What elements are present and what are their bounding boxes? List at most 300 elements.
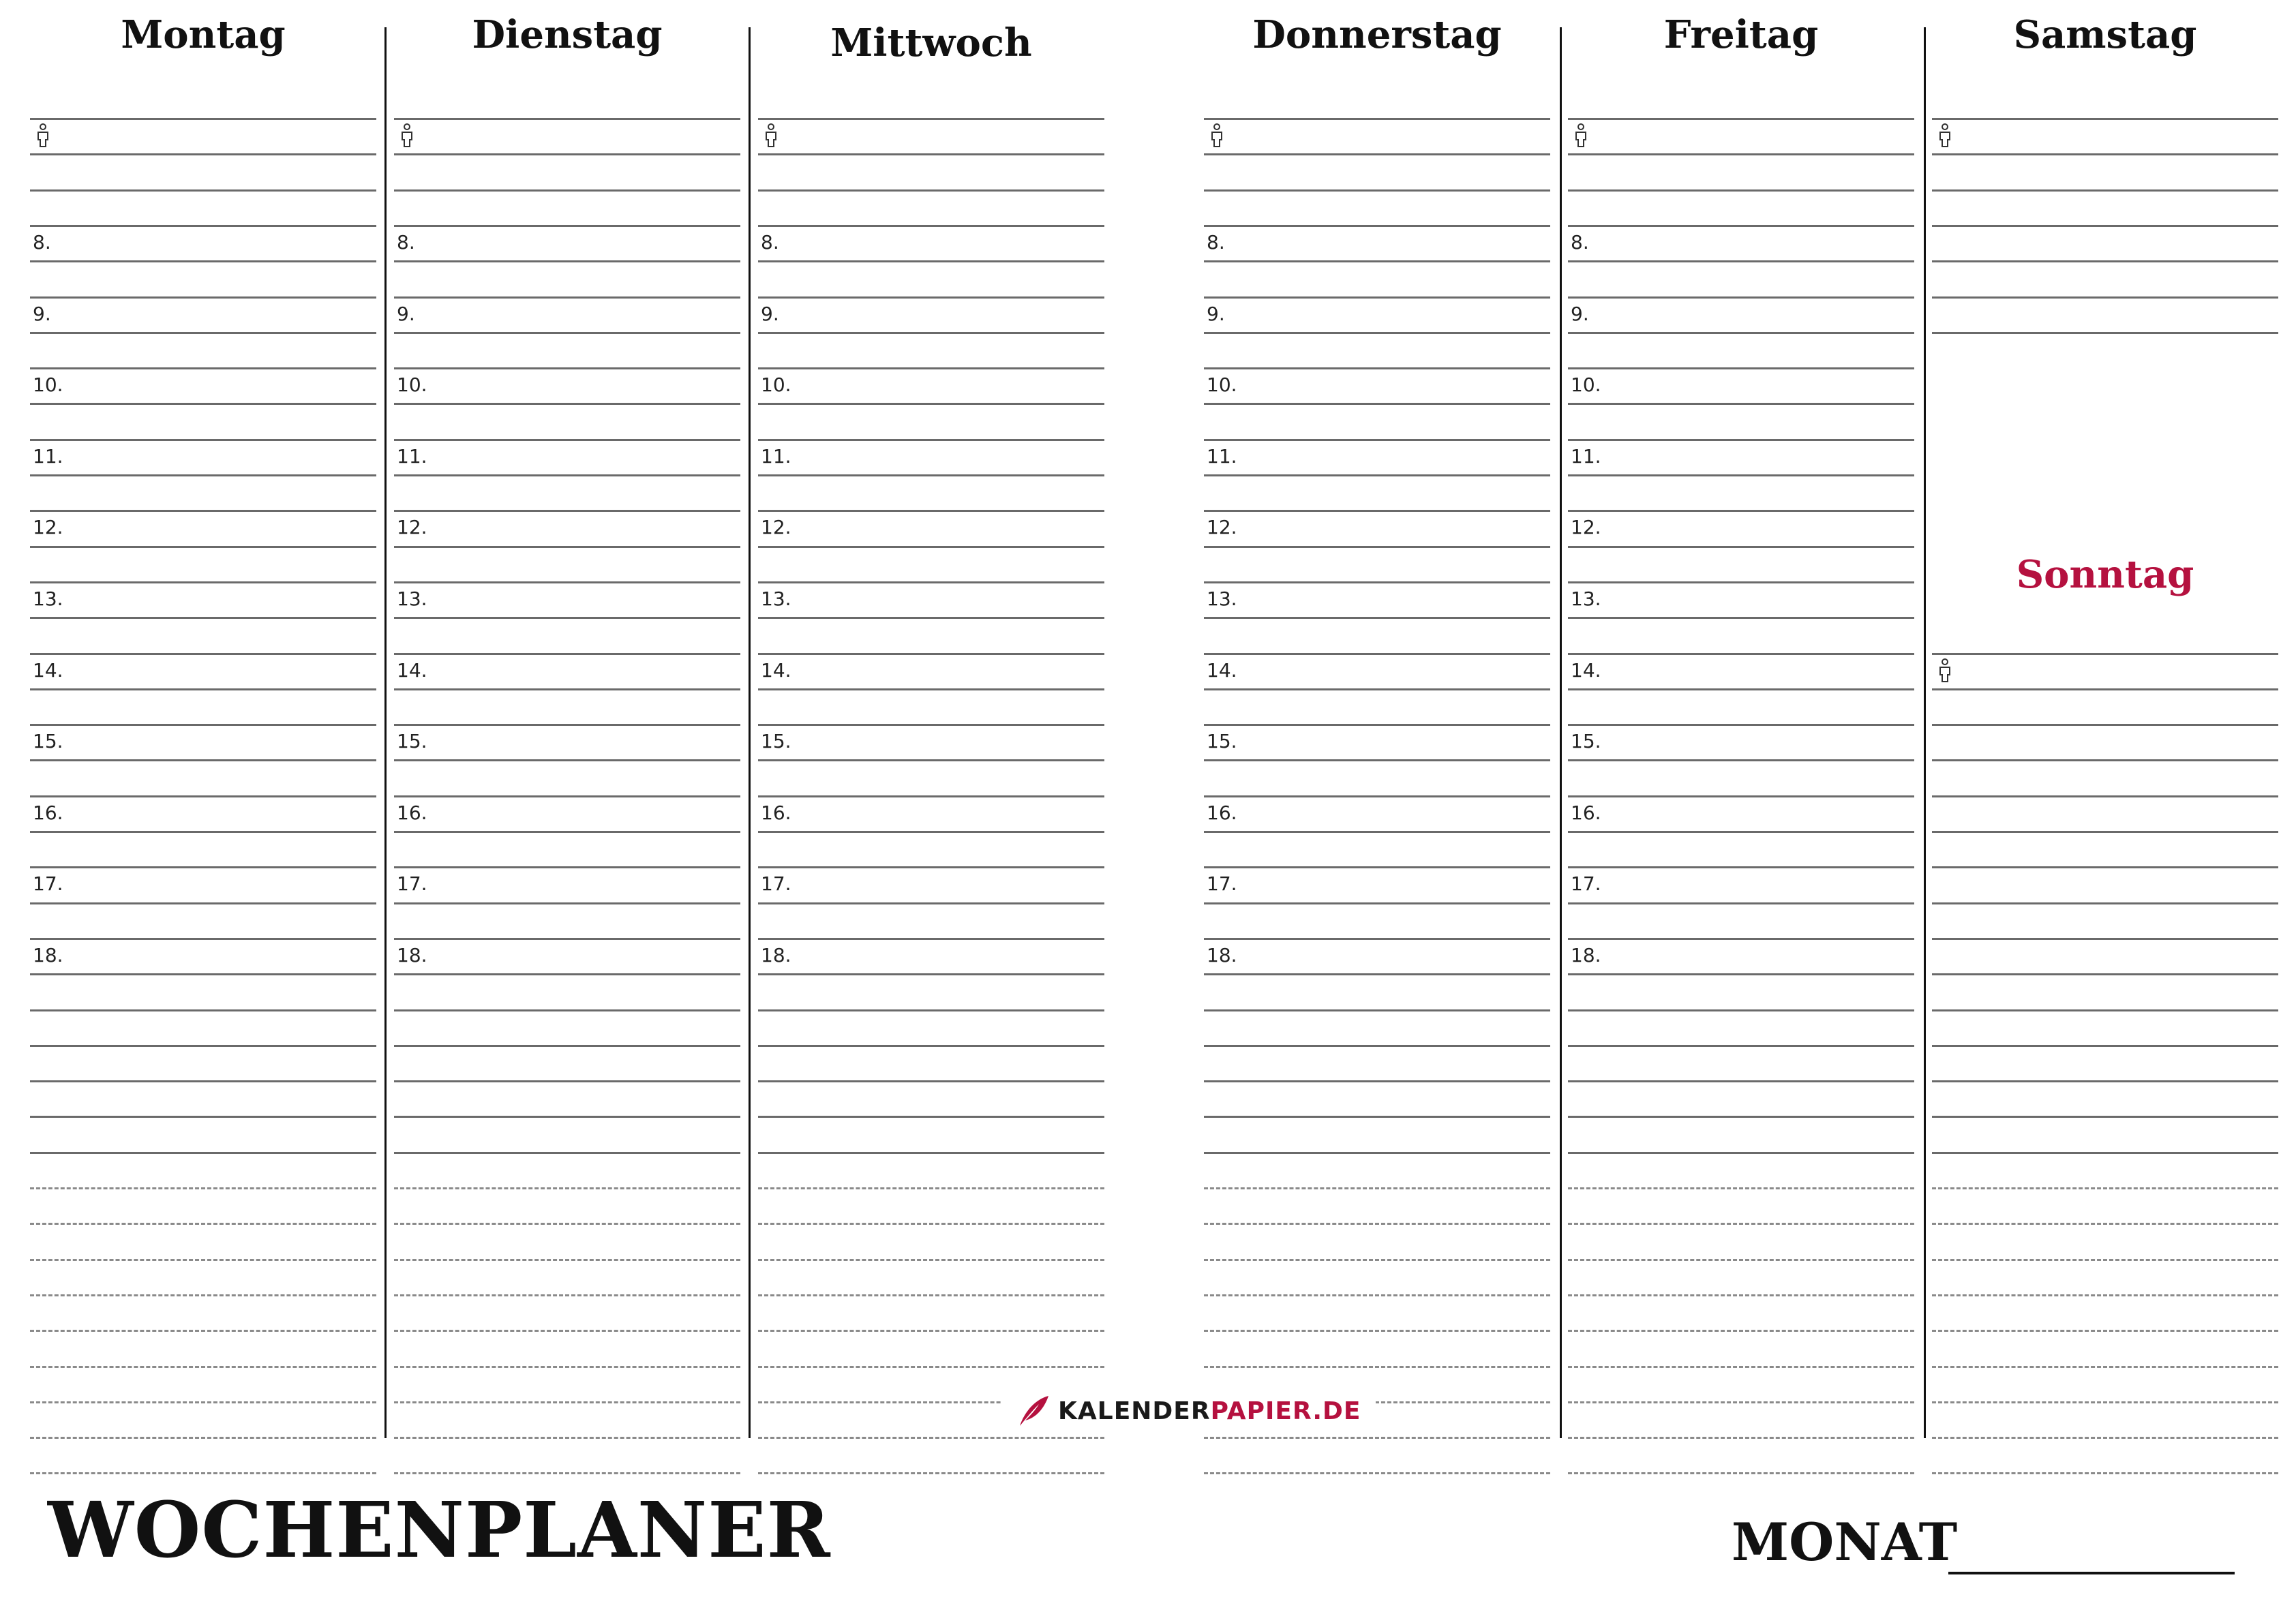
hour-label: 13. xyxy=(33,587,63,610)
write-line[interactable] xyxy=(758,831,1104,833)
write-line[interactable] xyxy=(30,225,376,227)
write-line-dashed[interactable] xyxy=(1568,1401,1914,1403)
write-line-dashed[interactable] xyxy=(1204,1472,1550,1474)
write-line[interactable] xyxy=(1932,1009,2278,1011)
write-line[interactable] xyxy=(394,759,740,761)
write-line[interactable] xyxy=(394,439,740,441)
day-column-samstag xyxy=(1932,0,2278,1438)
write-line-dashed[interactable] xyxy=(30,1366,376,1368)
write-line[interactable] xyxy=(1568,403,1914,405)
logo-text-accent: PAPIER.DE xyxy=(1210,1397,1361,1425)
day-title: Dienstag xyxy=(472,12,663,57)
write-line-dashed[interactable] xyxy=(1204,1223,1550,1225)
write-line[interactable] xyxy=(1932,866,2278,868)
write-line-dashed[interactable] xyxy=(30,1472,376,1474)
write-line[interactable] xyxy=(30,367,376,369)
person-icon xyxy=(35,123,50,148)
write-line[interactable] xyxy=(30,439,376,441)
write-line[interactable] xyxy=(1568,1152,1914,1154)
write-line[interactable] xyxy=(394,510,740,512)
write-line[interactable] xyxy=(30,153,376,155)
write-line[interactable] xyxy=(1932,296,2278,299)
hour-label: 17. xyxy=(1207,872,1237,896)
write-line[interactable] xyxy=(1204,759,1550,761)
write-line[interactable] xyxy=(1204,866,1550,868)
write-line-dashed[interactable] xyxy=(758,1472,1104,1474)
write-line-dashed[interactable] xyxy=(1932,1187,2278,1189)
hour-label: 9. xyxy=(761,302,779,325)
write-line[interactable] xyxy=(758,260,1104,262)
write-line[interactable] xyxy=(30,759,376,761)
write-line[interactable] xyxy=(1204,296,1550,299)
write-line[interactable] xyxy=(1204,724,1550,726)
write-line[interactable] xyxy=(30,831,376,833)
write-line[interactable] xyxy=(758,474,1104,476)
write-line[interactable] xyxy=(1568,439,1914,441)
write-line[interactable] xyxy=(30,581,376,583)
write-line[interactable] xyxy=(1568,118,1914,120)
hour-label: 10. xyxy=(1571,374,1601,397)
hour-label: 11. xyxy=(1571,444,1601,468)
write-line-dashed[interactable] xyxy=(1932,1401,2278,1403)
write-line[interactable] xyxy=(30,653,376,655)
write-line[interactable] xyxy=(1568,688,1914,690)
write-line-dashed[interactable] xyxy=(394,1259,740,1261)
write-line[interactable] xyxy=(1932,153,2278,155)
write-line[interactable] xyxy=(1932,795,2278,797)
write-line[interactable] xyxy=(1568,1009,1914,1011)
write-line[interactable] xyxy=(1204,118,1550,120)
write-line-dashed[interactable] xyxy=(1568,1366,1914,1368)
write-line[interactable] xyxy=(1932,973,2278,975)
column-divider xyxy=(1924,27,1926,1438)
hour-label: 15. xyxy=(397,730,427,753)
write-line[interactable] xyxy=(394,724,740,726)
day-title: Montag xyxy=(121,12,286,57)
write-line-dashed[interactable] xyxy=(1568,1259,1914,1261)
write-line[interactable] xyxy=(1568,153,1914,155)
write-line-dashed[interactable] xyxy=(394,1187,740,1189)
write-line-dashed[interactable] xyxy=(1932,1366,2278,1368)
write-line[interactable] xyxy=(1204,973,1550,975)
write-line[interactable] xyxy=(30,1152,376,1154)
day-column-freitag xyxy=(1568,0,1914,1438)
column-divider xyxy=(749,27,751,1438)
write-line[interactable] xyxy=(30,1116,376,1118)
write-line[interactable] xyxy=(758,1009,1104,1011)
write-line[interactable] xyxy=(758,795,1104,797)
write-line[interactable] xyxy=(394,296,740,299)
write-line[interactable] xyxy=(1568,617,1914,619)
write-line[interactable] xyxy=(30,902,376,904)
write-line[interactable] xyxy=(758,225,1104,227)
write-line[interactable] xyxy=(1932,759,2278,761)
write-line[interactable] xyxy=(1568,296,1914,299)
hour-label: 11. xyxy=(761,444,791,468)
write-line[interactable] xyxy=(1568,546,1914,548)
write-line[interactable] xyxy=(1204,581,1550,583)
write-line[interactable] xyxy=(1204,1080,1550,1082)
write-line[interactable] xyxy=(1568,866,1914,868)
day-column-montag xyxy=(30,0,376,1438)
write-line[interactable] xyxy=(1568,653,1914,655)
day-title: Freitag xyxy=(1663,12,1819,57)
write-line-dashed[interactable] xyxy=(758,1259,1104,1261)
write-line[interactable] xyxy=(1204,902,1550,904)
page-title: WOCHENPLANER xyxy=(48,1486,831,1575)
write-line[interactable] xyxy=(758,439,1104,441)
write-line[interactable] xyxy=(1568,189,1914,192)
write-line[interactable] xyxy=(1932,1080,2278,1082)
write-line[interactable] xyxy=(1568,724,1914,726)
hour-label: 15. xyxy=(1207,730,1237,753)
write-line[interactable] xyxy=(30,1080,376,1082)
write-line[interactable] xyxy=(1568,510,1914,512)
write-line[interactable] xyxy=(1932,1152,2278,1154)
write-line[interactable] xyxy=(758,581,1104,583)
write-line[interactable] xyxy=(30,332,376,334)
write-line[interactable] xyxy=(758,332,1104,334)
write-line-dashed[interactable] xyxy=(758,1330,1104,1332)
write-line-dashed[interactable] xyxy=(1568,1437,1914,1439)
write-line[interactable] xyxy=(1204,510,1550,512)
write-line[interactable] xyxy=(758,118,1104,120)
write-line[interactable] xyxy=(30,795,376,797)
write-line[interactable] xyxy=(30,474,376,476)
write-line[interactable] xyxy=(1204,1045,1550,1047)
write-line-dashed[interactable] xyxy=(1568,1472,1914,1474)
hour-label: 13. xyxy=(761,587,791,610)
hour-label: 18. xyxy=(33,943,63,966)
write-line[interactable] xyxy=(394,189,740,192)
write-line[interactable] xyxy=(1568,367,1914,369)
write-line[interactable] xyxy=(30,118,376,120)
write-line[interactable] xyxy=(1568,332,1914,334)
day-title: Mittwoch xyxy=(830,20,1032,65)
write-line-dashed[interactable] xyxy=(30,1259,376,1261)
hour-label: 14. xyxy=(1571,658,1601,682)
write-line[interactable] xyxy=(394,1080,740,1082)
hour-label: 14. xyxy=(33,658,63,682)
write-line[interactable] xyxy=(394,546,740,548)
write-line[interactable] xyxy=(394,1116,740,1118)
hour-label: 13. xyxy=(397,587,427,610)
write-line[interactable] xyxy=(1568,474,1914,476)
write-line[interactable] xyxy=(758,1152,1104,1154)
write-line[interactable] xyxy=(758,938,1104,940)
write-line[interactable] xyxy=(1204,938,1550,940)
write-line[interactable] xyxy=(758,617,1104,619)
hour-label: 14. xyxy=(761,658,791,682)
write-line[interactable] xyxy=(1204,688,1550,690)
write-line[interactable] xyxy=(758,1116,1104,1118)
write-line[interactable] xyxy=(1932,260,2278,262)
write-line-dashed[interactable] xyxy=(394,1294,740,1296)
write-line-dashed[interactable] xyxy=(1932,1223,2278,1225)
write-line-dashed[interactable] xyxy=(1204,1259,1550,1261)
write-line[interactable] xyxy=(1204,367,1550,369)
person-icon xyxy=(399,123,414,148)
day-title: Samstag xyxy=(2013,12,2197,57)
write-line[interactable] xyxy=(1204,260,1550,262)
hour-label: 18. xyxy=(1207,943,1237,966)
column-divider xyxy=(384,27,387,1438)
write-line[interactable] xyxy=(394,581,740,583)
write-line[interactable] xyxy=(1204,153,1550,155)
write-line[interactable] xyxy=(1568,973,1914,975)
write-line[interactable] xyxy=(1204,1116,1550,1118)
month-label: MONAT xyxy=(1732,1512,1958,1572)
write-line[interactable] xyxy=(394,118,740,120)
person-icon xyxy=(1573,123,1588,148)
write-line[interactable] xyxy=(758,1080,1104,1082)
write-line-dashed[interactable] xyxy=(394,1437,740,1439)
write-line[interactable] xyxy=(1932,332,2278,334)
logo-text xyxy=(1058,1397,1361,1425)
write-line[interactable] xyxy=(394,1009,740,1011)
write-line[interactable] xyxy=(1568,581,1914,583)
write-line[interactable] xyxy=(1204,617,1550,619)
write-line[interactable] xyxy=(1568,795,1914,797)
write-line[interactable] xyxy=(30,938,376,940)
hour-label: 15. xyxy=(33,730,63,753)
write-line[interactable] xyxy=(758,688,1104,690)
write-line-dashed[interactable] xyxy=(1568,1330,1914,1332)
hour-label: 9. xyxy=(1571,302,1589,325)
person-icon xyxy=(1937,658,1952,683)
write-line[interactable] xyxy=(30,688,376,690)
write-line[interactable] xyxy=(1568,1045,1914,1047)
hour-label: 17. xyxy=(397,872,427,896)
write-line[interactable] xyxy=(1932,688,2278,690)
write-line[interactable] xyxy=(1932,902,2278,904)
month-write-line[interactable] xyxy=(1948,1572,2235,1574)
write-line[interactable] xyxy=(758,296,1104,299)
hour-label: 8. xyxy=(1571,230,1589,254)
write-line[interactable] xyxy=(394,225,740,227)
write-line-dashed[interactable] xyxy=(758,1366,1104,1368)
write-line-dashed[interactable] xyxy=(30,1437,376,1439)
hour-label: 11. xyxy=(33,444,63,468)
hour-label: 16. xyxy=(397,801,427,824)
write-line-dashed[interactable] xyxy=(30,1223,376,1225)
write-line[interactable] xyxy=(1204,189,1550,192)
write-line[interactable] xyxy=(1932,189,2278,192)
hour-label: 8. xyxy=(397,230,415,254)
write-line-dashed[interactable] xyxy=(758,1437,1104,1439)
write-line-dashed[interactable] xyxy=(1204,1294,1550,1296)
write-line[interactable] xyxy=(1932,938,2278,940)
write-line[interactable] xyxy=(30,546,376,548)
hour-label: 9. xyxy=(33,302,51,325)
write-line[interactable] xyxy=(394,403,740,405)
write-line[interactable] xyxy=(394,902,740,904)
write-line[interactable] xyxy=(758,189,1104,192)
write-line[interactable] xyxy=(394,260,740,262)
write-line[interactable] xyxy=(1204,439,1550,441)
write-line[interactable] xyxy=(1204,1152,1550,1154)
write-line-dashed[interactable] xyxy=(30,1401,376,1403)
write-line[interactable] xyxy=(394,367,740,369)
logo-text-main: KALENDER xyxy=(1058,1397,1211,1425)
hour-label: 16. xyxy=(761,801,791,824)
hour-label: 18. xyxy=(1571,943,1601,966)
write-line[interactable] xyxy=(1568,1116,1914,1118)
write-line[interactable] xyxy=(1568,902,1914,904)
hour-label: 17. xyxy=(761,872,791,896)
person-icon xyxy=(764,123,779,148)
write-line[interactable] xyxy=(394,153,740,155)
write-line[interactable] xyxy=(758,902,1104,904)
write-line[interactable] xyxy=(394,332,740,334)
write-line[interactable] xyxy=(30,296,376,299)
write-line[interactable] xyxy=(1568,1080,1914,1082)
write-line-dashed[interactable] xyxy=(1932,1437,2278,1439)
hour-label: 8. xyxy=(1207,230,1225,254)
write-line[interactable] xyxy=(758,759,1104,761)
hour-label: 17. xyxy=(1571,872,1601,896)
hour-label: 11. xyxy=(397,444,427,468)
write-line-dashed[interactable] xyxy=(394,1472,740,1474)
write-line[interactable] xyxy=(758,367,1104,369)
write-line[interactable] xyxy=(1568,260,1914,262)
write-line[interactable] xyxy=(394,1152,740,1154)
hour-label: 14. xyxy=(1207,658,1237,682)
hour-label: 16. xyxy=(33,801,63,824)
hour-label: 17. xyxy=(33,872,63,896)
write-line-dashed[interactable] xyxy=(1204,1366,1550,1368)
write-line[interactable] xyxy=(758,546,1104,548)
write-line-dashed[interactable] xyxy=(758,1223,1104,1225)
write-line-dashed[interactable] xyxy=(30,1330,376,1332)
person-icon xyxy=(1937,123,1952,148)
day-column-mittwoch xyxy=(758,0,1104,1438)
write-line[interactable] xyxy=(1568,759,1914,761)
hour-label: 10. xyxy=(397,374,427,397)
write-line[interactable] xyxy=(30,403,376,405)
write-line-dashed[interactable] xyxy=(394,1401,740,1403)
hour-label: 12. xyxy=(761,516,791,539)
write-line-dashed[interactable] xyxy=(1204,1187,1550,1189)
write-line[interactable] xyxy=(758,973,1104,975)
write-line[interactable] xyxy=(1204,474,1550,476)
hour-label: 18. xyxy=(761,943,791,966)
write-line[interactable] xyxy=(758,653,1104,655)
write-line[interactable] xyxy=(1568,831,1914,833)
write-line[interactable] xyxy=(1932,1116,2278,1118)
write-line-dashed[interactable] xyxy=(1204,1330,1550,1332)
write-line[interactable] xyxy=(1932,118,2278,120)
hour-label: 10. xyxy=(1207,374,1237,397)
write-line-dashed[interactable] xyxy=(394,1366,740,1368)
hour-label: 16. xyxy=(1207,801,1237,824)
write-line-dashed[interactable] xyxy=(1932,1472,2278,1474)
write-line-dashed[interactable] xyxy=(758,1294,1104,1296)
write-line[interactable] xyxy=(1204,1009,1550,1011)
write-line[interactable] xyxy=(30,189,376,192)
write-line[interactable] xyxy=(394,617,740,619)
write-line[interactable] xyxy=(394,474,740,476)
write-line[interactable] xyxy=(394,688,740,690)
write-line[interactable] xyxy=(1932,225,2278,227)
hour-label: 12. xyxy=(397,516,427,539)
write-line-dashed[interactable] xyxy=(758,1187,1104,1189)
person-icon xyxy=(1209,123,1224,148)
write-line[interactable] xyxy=(1204,546,1550,548)
write-line[interactable] xyxy=(758,1045,1104,1047)
write-line[interactable] xyxy=(1204,225,1550,227)
write-line-dashed[interactable] xyxy=(1568,1223,1914,1225)
write-line[interactable] xyxy=(1932,653,2278,655)
hour-label: 15. xyxy=(761,730,791,753)
write-line[interactable] xyxy=(394,938,740,940)
hour-label: 13. xyxy=(1571,587,1601,610)
brand-logo xyxy=(1001,1390,1376,1431)
hour-label: 18. xyxy=(397,943,427,966)
column-divider xyxy=(1560,27,1562,1438)
day-title: Donnerstag xyxy=(1252,12,1502,57)
hour-label: 15. xyxy=(1571,730,1601,753)
hour-label: 14. xyxy=(397,658,427,682)
write-line[interactable] xyxy=(30,973,376,975)
write-line[interactable] xyxy=(1932,724,2278,726)
write-line[interactable] xyxy=(394,866,740,868)
write-line[interactable] xyxy=(758,403,1104,405)
hour-label: 9. xyxy=(397,302,415,325)
write-line[interactable] xyxy=(394,831,740,833)
write-line-dashed[interactable] xyxy=(394,1330,740,1332)
write-line[interactable] xyxy=(1568,225,1914,227)
hour-label: 12. xyxy=(1207,516,1237,539)
write-line[interactable] xyxy=(758,866,1104,868)
write-line-dashed[interactable] xyxy=(1932,1294,2278,1296)
write-line[interactable] xyxy=(1204,653,1550,655)
write-line[interactable] xyxy=(1204,795,1550,797)
hour-label: 12. xyxy=(33,516,63,539)
write-line-dashed[interactable] xyxy=(1568,1187,1914,1189)
write-line[interactable] xyxy=(30,1009,376,1011)
write-line[interactable] xyxy=(30,510,376,512)
write-line[interactable] xyxy=(394,795,740,797)
write-line[interactable] xyxy=(394,973,740,975)
write-line-dashed[interactable] xyxy=(1932,1259,2278,1261)
write-line[interactable] xyxy=(1204,403,1550,405)
write-line[interactable] xyxy=(30,1045,376,1047)
write-line[interactable] xyxy=(1932,831,2278,833)
write-line[interactable] xyxy=(758,724,1104,726)
write-line[interactable] xyxy=(30,617,376,619)
write-line[interactable] xyxy=(1568,938,1914,940)
write-line[interactable] xyxy=(1204,332,1550,334)
write-line-dashed[interactable] xyxy=(1568,1294,1914,1296)
write-line-dashed[interactable] xyxy=(1932,1330,2278,1332)
write-line-dashed[interactable] xyxy=(1204,1437,1550,1439)
hour-label: 13. xyxy=(1207,587,1237,610)
write-line[interactable] xyxy=(30,866,376,868)
hour-label: 8. xyxy=(33,230,51,254)
write-line[interactable] xyxy=(758,510,1104,512)
write-line[interactable] xyxy=(394,653,740,655)
write-line[interactable] xyxy=(30,260,376,262)
write-line[interactable] xyxy=(1932,1045,2278,1047)
write-line[interactable] xyxy=(1204,831,1550,833)
write-line-dashed[interactable] xyxy=(30,1187,376,1189)
write-line[interactable] xyxy=(394,1045,740,1047)
write-line-dashed[interactable] xyxy=(30,1294,376,1296)
write-line-dashed[interactable] xyxy=(394,1223,740,1225)
write-line[interactable] xyxy=(758,153,1104,155)
write-line[interactable] xyxy=(30,724,376,726)
